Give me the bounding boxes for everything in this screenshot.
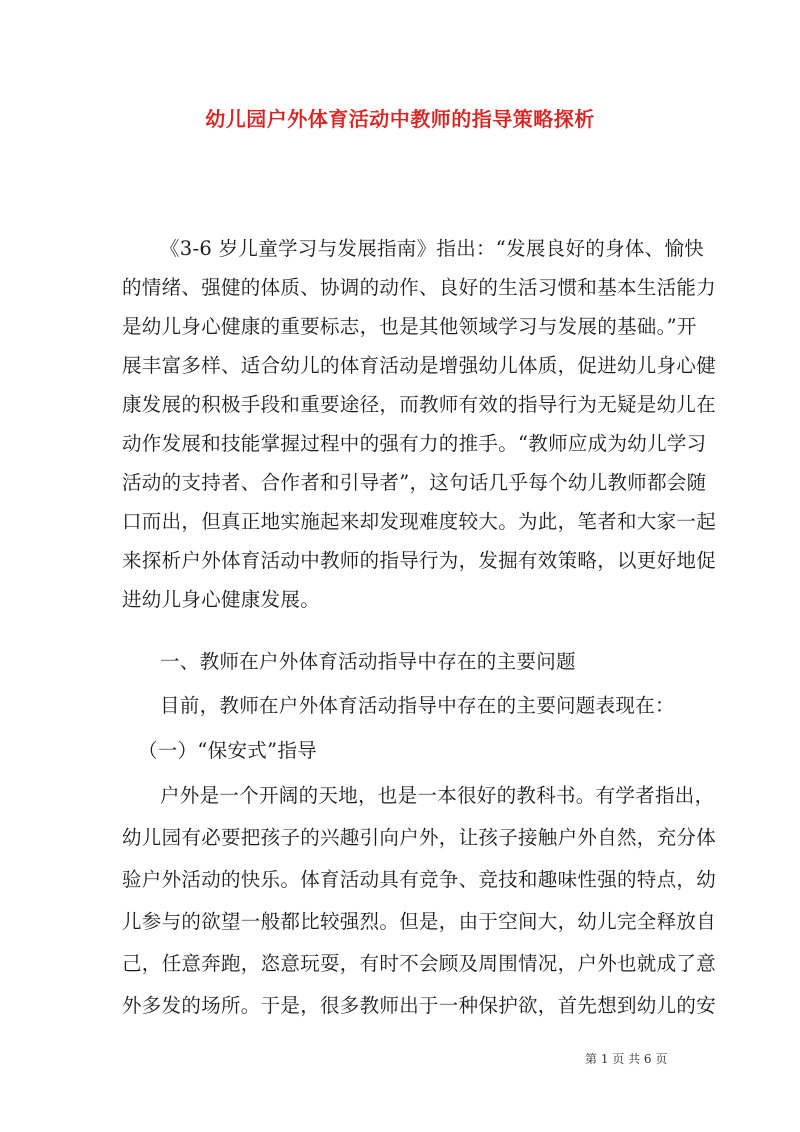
body-line-10: 进幼儿身心健康发展。 — [122, 588, 321, 611]
body-line-19: 外多发的场所。于是，很多教师出于一种保护欲，首先想到幼儿的安 — [122, 994, 717, 1017]
body-line-8: 口而出，但真正地实施起来却发现难度较大。为此，笔者和大家一起 — [122, 510, 717, 533]
subsection-heading: （一）“保安式”指导 — [138, 739, 317, 762]
body-line-2: 的情绪、强健的体质、协调的动作、良好的生活习惯和基本生活能力 — [122, 276, 717, 299]
body-line-12: 目前，教师在户外体育活动指导中存在的主要问题表现在： — [160, 694, 675, 717]
body-line-18: 己，任意奔跑，恣意玩耍，有时不会顾及周围情况，户外也就成了意 — [122, 952, 717, 975]
body-line-5: 康发展的积极手段和重要途径，而教师有效的指导行为无疑是幼儿在 — [122, 393, 717, 416]
page-footer: 第 1 页 共 6 页 — [585, 1052, 668, 1066]
body-line-15: 幼儿园有必要把孩子的兴趣引向户外，让孩子接触户外自然，充分体 — [122, 826, 717, 849]
body-line-3: 是幼儿身心健康的重要标志，也是其他领域学习与发展的基础。”开 — [122, 315, 697, 338]
body-line-7: 活动的支持者、合作者和引导者”，这句话几乎每个幼儿教师都会随 — [122, 471, 707, 494]
body-line-9: 来探析户外体育活动中教师的指导行为，发掘有效策略，以更好地促 — [122, 549, 717, 572]
body-line-1: 《3-6 岁儿童学习与发展指南》指出：“发展良好的身体、愉快 — [160, 237, 705, 260]
body-line-6: 动作发展和技能掌握过程中的强有力的推手。“教师应成为幼儿学习 — [122, 432, 707, 455]
body-line-4: 展丰富多样、适合幼儿的体育活动是增强幼儿体质，促进幼儿身心健 — [122, 354, 717, 377]
body-line-16: 验户外活动的快乐。体育活动具有竞争、竞技和趣味性强的特点，幼 — [122, 868, 717, 891]
document-title: 幼儿园户外体育活动中教师的指导策略探析 — [205, 107, 595, 131]
section-heading: 一、教师在户外体育活动指导中存在的主要问题 — [160, 650, 576, 673]
body-line-14: 户外是一个开阔的天地，也是一本很好的教科书。有学者指出， — [160, 784, 715, 807]
body-line-17: 儿参与的欲望一般都比较强烈。但是，由于空间大，幼儿完全释放自 — [122, 910, 717, 933]
